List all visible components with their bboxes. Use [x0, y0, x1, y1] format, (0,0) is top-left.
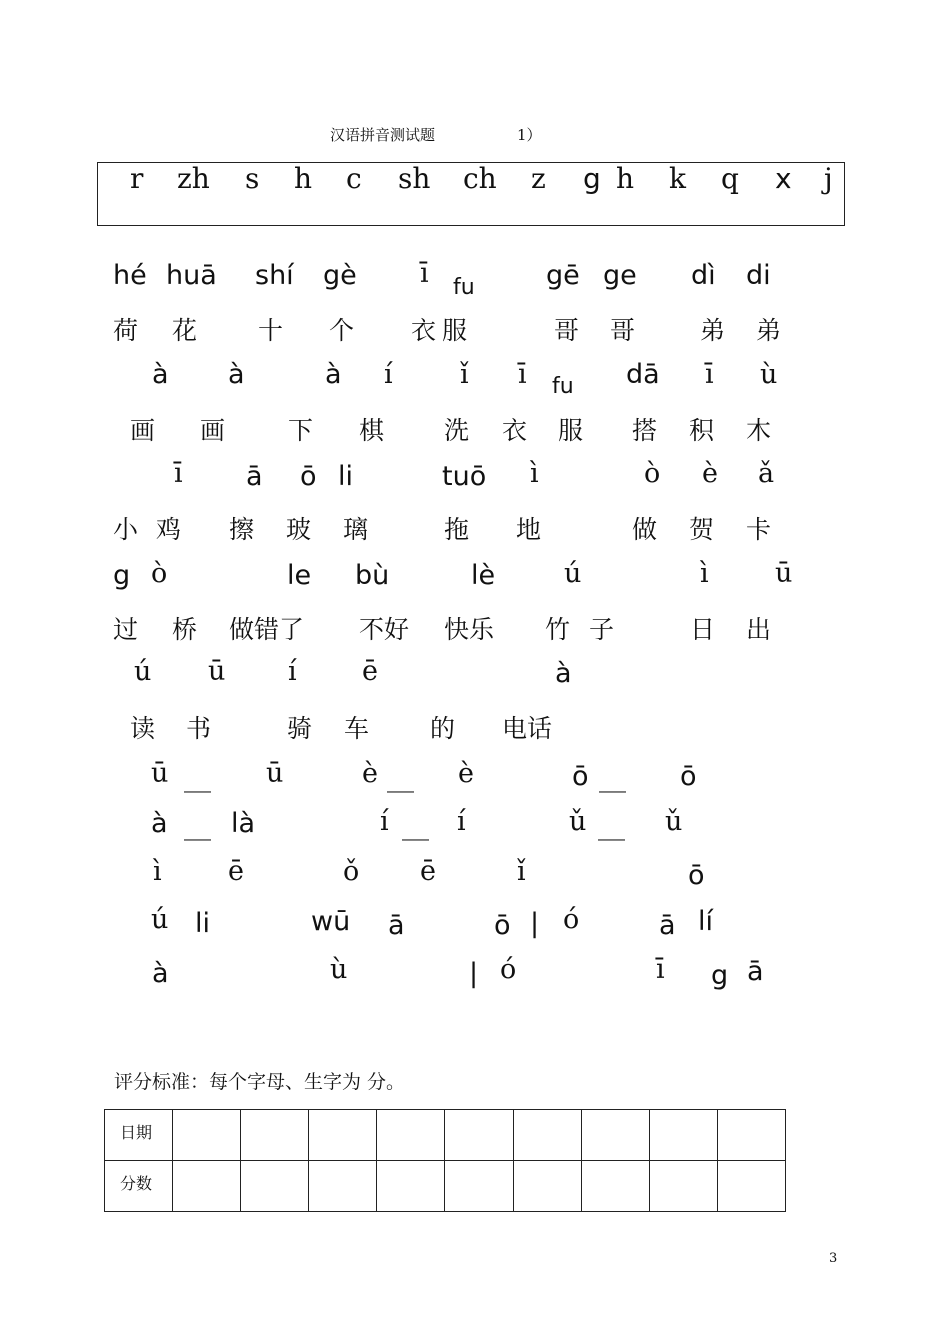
pinyin: shí — [255, 260, 294, 291]
hanzi: 骑 — [287, 714, 313, 743]
pinyin-blank: ó — [563, 904, 580, 935]
consonant: x — [775, 162, 792, 195]
hanzi: 哥 — [554, 316, 580, 345]
pinyin-blank: è — [362, 758, 378, 789]
pinyin: è — [702, 458, 718, 489]
hanzi: 哥 — [610, 316, 636, 345]
hanzi: 木 — [746, 416, 772, 445]
pinyin: í — [384, 359, 393, 390]
pinyin-blank: à — [152, 958, 169, 989]
pinyin-blank: ū — [151, 758, 169, 789]
pinyin-blank: à — [151, 808, 168, 839]
score-cell[interactable] — [649, 1110, 717, 1161]
test-number: 1） — [517, 126, 542, 144]
consonant: j — [824, 162, 833, 195]
pinyin: ī — [705, 359, 714, 390]
hanzi: 下 — [288, 416, 314, 445]
pinyin: ǐ — [460, 359, 469, 390]
pinyin: g — [113, 560, 131, 591]
hanzi: 花 — [172, 316, 198, 345]
hanzi: 搭 — [632, 416, 658, 445]
pinyin-blank: è — [458, 758, 474, 789]
blank-line: __ — [184, 810, 211, 841]
pinyin-blank: ō — [688, 860, 705, 891]
hanzi: 拖 — [444, 515, 470, 544]
hanzi: 做 — [632, 515, 658, 544]
hanzi: 玻 — [286, 515, 312, 544]
pinyin: ǎ — [758, 458, 775, 489]
pinyin: ò — [151, 558, 168, 589]
pinyin: ì — [700, 558, 709, 589]
hanzi: 小 — [113, 515, 139, 544]
pinyin: ù — [760, 359, 778, 390]
hanzi: 地 — [516, 515, 542, 544]
pinyin: gē — [546, 260, 580, 291]
blank-line: __ — [599, 762, 626, 793]
pinyin: ī — [518, 359, 527, 390]
pinyin-blank: là — [231, 808, 256, 839]
consonant: r — [130, 162, 144, 195]
score-cell[interactable] — [513, 1161, 581, 1212]
hanzi: 弟 — [700, 316, 726, 345]
hanzi: 画 — [130, 416, 156, 445]
pinyin: à — [555, 658, 572, 689]
pinyin-blank: wū — [311, 906, 351, 937]
pinyin: í — [288, 656, 297, 687]
hanzi: 出 — [746, 615, 772, 644]
pinyin-blank: ó — [500, 954, 517, 985]
pinyin: ì — [530, 458, 539, 489]
hanzi: 过 — [113, 615, 139, 644]
pinyin-blank: ā — [659, 910, 676, 941]
pinyin: ū — [775, 558, 793, 589]
score-cell[interactable] — [649, 1161, 717, 1212]
pinyin: à — [228, 359, 245, 390]
hanzi: 积 — [689, 416, 715, 445]
pinyin-blank: ǐ — [517, 856, 526, 887]
pinyin: ú — [134, 656, 152, 687]
pinyin-blank: ā — [747, 956, 764, 987]
consonant: ch — [463, 162, 497, 195]
pinyin: hé — [113, 260, 147, 291]
pinyin-blank: ū — [266, 758, 284, 789]
score-cell[interactable] — [717, 1161, 785, 1212]
page-title: 汉语拼音测试题 — [330, 126, 436, 144]
pinyin: dā — [626, 359, 660, 390]
blank-line: __ — [387, 762, 414, 793]
score-cell[interactable] — [513, 1110, 581, 1161]
pinyin-blank: ē — [420, 856, 436, 887]
hanzi: 衣 — [502, 416, 528, 445]
pinyin-blank: ō — [572, 761, 589, 792]
hanzi: 竹 — [545, 615, 571, 644]
pinyin: bù — [355, 560, 390, 591]
hanzi: 服 — [558, 416, 584, 445]
pinyin-blank: ì — [153, 856, 162, 887]
hanzi: 个 — [329, 316, 355, 345]
score-cell[interactable] — [173, 1110, 241, 1161]
score-cell[interactable] — [445, 1110, 513, 1161]
pinyin: fu — [552, 374, 574, 399]
hanzi: 鸡 — [156, 515, 182, 544]
pinyin: ā — [246, 461, 263, 492]
score-cell[interactable] — [717, 1110, 785, 1161]
hanzi: 读 — [130, 714, 156, 743]
pinyin: di — [746, 260, 771, 291]
pinyin-blank: ú — [151, 904, 169, 935]
hanzi: 桥 — [172, 615, 198, 644]
pinyin-blank: ǒ — [343, 856, 360, 887]
score-cell[interactable] — [445, 1161, 513, 1212]
consonant: h — [294, 162, 313, 195]
hanzi: 画 — [200, 416, 226, 445]
consonant: z — [531, 162, 546, 195]
score-cell[interactable] — [377, 1161, 445, 1212]
bar-mark: | — [469, 958, 479, 989]
hanzi: 卡 — [746, 515, 772, 544]
hanzi: 弟 — [756, 316, 782, 345]
pinyin-blank: ī — [656, 954, 665, 985]
hanzi: 子 — [589, 615, 615, 644]
pinyin: à — [152, 359, 169, 390]
hanzi: 贺 — [689, 515, 715, 544]
hanzi: 做错了 — [229, 615, 305, 644]
hanzi: 棋 — [359, 416, 385, 445]
pinyin: fu — [453, 275, 475, 300]
hanzi: 的 — [430, 714, 456, 743]
pinyin: tuō — [442, 461, 487, 492]
score-cell[interactable] — [241, 1110, 309, 1161]
pinyin: dì — [691, 260, 716, 291]
score-cell[interactable] — [309, 1161, 377, 1212]
score-table — [104, 1109, 786, 1212]
page-number: 3 — [829, 1251, 838, 1266]
pinyin: lè — [471, 560, 496, 591]
consonant: h — [616, 162, 635, 195]
pinyin: li — [338, 461, 354, 492]
hanzi: 电话 — [502, 714, 553, 743]
consonant: q — [721, 162, 739, 195]
hanzi: 不好 — [359, 615, 410, 644]
hanzi: 荷 — [113, 316, 139, 345]
row-label-date: 日期 — [105, 1110, 173, 1161]
score-cell[interactable] — [581, 1110, 649, 1161]
score-cell[interactable] — [309, 1110, 377, 1161]
hanzi: 日 — [690, 615, 716, 644]
score-cell[interactable] — [377, 1110, 445, 1161]
pinyin: le — [287, 560, 312, 591]
consonant: g — [583, 162, 601, 195]
hanzi: 车 — [344, 714, 370, 743]
pinyin: ī — [174, 458, 183, 489]
hanzi: 书 — [186, 714, 212, 743]
pinyin-blank: ō — [494, 910, 511, 941]
score-cell[interactable] — [173, 1161, 241, 1212]
hanzi: 十 — [258, 316, 284, 345]
pinyin: ō — [300, 461, 317, 492]
blank-line: __ — [402, 810, 429, 841]
pinyin: ī — [420, 258, 429, 289]
pinyin-blank: g — [711, 960, 729, 991]
pinyin: ū — [208, 656, 226, 687]
pinyin: gè — [323, 260, 357, 291]
pinyin-blank: ō — [680, 761, 697, 792]
row-label-score: 分数 — [105, 1161, 173, 1212]
consonant: sh — [398, 162, 431, 195]
pinyin: à — [325, 359, 342, 390]
pinyin-blank: ē — [228, 856, 244, 887]
score-cell[interactable] — [241, 1161, 309, 1212]
consonant: s — [245, 162, 260, 195]
pinyin-blank: ù — [330, 954, 348, 985]
pinyin-blank: í — [380, 806, 389, 837]
pinyin-blank: ǔ — [665, 806, 683, 837]
consonant: c — [346, 162, 362, 195]
hanzi: 擦 — [229, 515, 255, 544]
hanzi: 快乐 — [444, 615, 495, 644]
consonant: zh — [177, 162, 210, 195]
pinyin-blank: ǔ — [569, 806, 587, 837]
blank-line: __ — [598, 810, 625, 841]
pinyin-blank: li — [195, 908, 211, 939]
blank-line: __ — [184, 762, 211, 793]
pinyin-blank: ā — [388, 910, 405, 941]
hanzi: 璃 — [343, 515, 369, 544]
pinyin: ge — [603, 260, 637, 291]
scoring-note: 评分标准：每个字母、生字为 分。 — [114, 1071, 406, 1093]
pinyin: huā — [166, 260, 217, 291]
pinyin-blank: lí — [698, 906, 714, 937]
table-row — [105, 1110, 786, 1161]
hanzi: 洗 — [444, 416, 470, 445]
consonant: k — [669, 162, 686, 195]
hanzi: 衣 — [411, 316, 437, 345]
pinyin-blank: í — [457, 806, 466, 837]
hanzi: 服 — [442, 316, 468, 345]
bar-mark: | — [530, 908, 540, 939]
table-row — [105, 1161, 786, 1212]
score-cell[interactable] — [581, 1161, 649, 1212]
pinyin: ē — [362, 656, 378, 687]
pinyin: ò — [644, 458, 661, 489]
pinyin: ú — [564, 558, 582, 589]
